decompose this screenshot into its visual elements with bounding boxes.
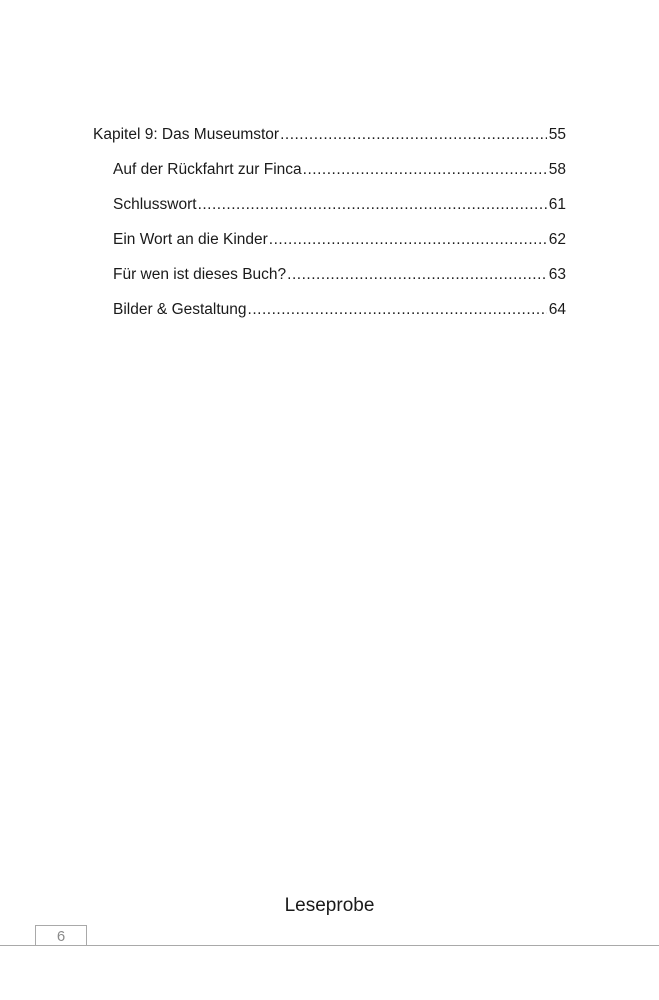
toc-entry[interactable]	[93, 124, 566, 159]
toc-entry[interactable]	[93, 159, 566, 194]
toc-entry[interactable]	[93, 264, 566, 299]
footer-divider	[0, 945, 659, 946]
toc-entry-title: Kapitel 9: Das Museumstor	[93, 126, 280, 143]
toc-dot-leader	[287, 264, 547, 286]
toc-dot-leader	[303, 159, 547, 181]
toc-entry-page: 61	[548, 196, 566, 213]
toc-dot-leader	[269, 229, 547, 251]
toc-dot-leader	[248, 299, 547, 321]
toc-entry-title: Bilder & Gestaltung	[113, 301, 247, 318]
toc-entry-title: Für wen ist dieses Buch?	[113, 266, 287, 283]
footer-label: Leseprobe	[284, 895, 375, 916]
toc-entry-title: Auf der Rückfahrt zur Finca	[113, 161, 302, 178]
toc-dot-leader	[280, 124, 547, 146]
toc-entry-page: 62	[548, 231, 566, 248]
toc-entry[interactable]	[93, 299, 566, 334]
toc-entry-title: Ein Wort an die Kinder	[113, 231, 268, 248]
toc-entry[interactable]	[93, 229, 566, 264]
toc-entry-page: 58	[548, 161, 566, 178]
page-number: 6	[35, 925, 87, 945]
toc-dot-leader	[198, 194, 547, 216]
toc-entry-page: 55	[548, 126, 566, 143]
toc-entry-page: 64	[548, 301, 566, 318]
table-of-contents	[93, 124, 566, 334]
toc-entry-page: 63	[548, 266, 566, 283]
toc-entry-title: Schlusswort	[113, 196, 197, 213]
toc-entry[interactable]	[93, 194, 566, 229]
